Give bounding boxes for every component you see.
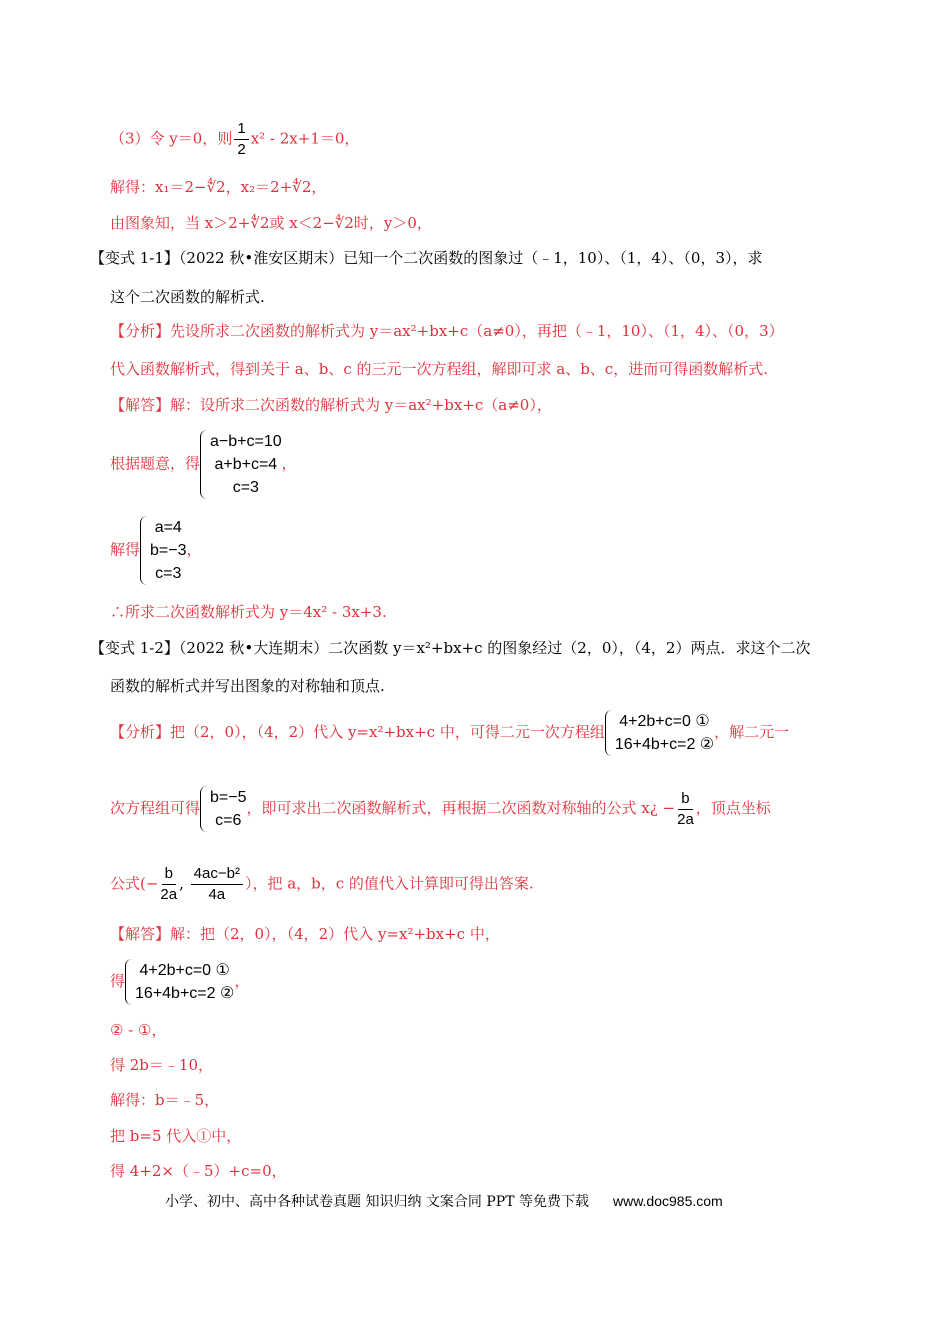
analysis-2-cont [110, 786, 771, 832]
analysis-2-vertex: 公式(− $\frac{b}{2a}$ , $\frac{\text{4ac−b²}}{4a}$ ），把 a，b，c 的值代入计算即可得出答案. [110, 865, 534, 903]
fraction-vertex-y [191, 864, 243, 905]
equation: c=6 [215, 812, 242, 829]
page-footer [165, 1191, 723, 1211]
variant-1-1-question: 【变式 1-1】（2022 秋•淮安区期末）已知一个二次函数的图象过（﹣1，10）、（1，4）、（0，3），求 [90, 249, 763, 267]
denominator: 2a [677, 810, 694, 828]
graph-conclusion: 由图象知，当 x＞2+∜2或 x＜2−∜2时，y＞0， [110, 214, 432, 232]
equation: c=3 [155, 565, 182, 582]
text: 【分析】把（2，0），（4，2）代入 y=x²+bx+c 中，可得二元一次方程组 [110, 723, 605, 741]
equation: 16+4b+c=2 ② [614, 736, 715, 753]
footer-url[interactable]: www.doc985.com [612, 1193, 723, 1209]
answer-2-system [110, 959, 249, 1005]
equation: b=−5 [210, 789, 247, 806]
text: ， [281, 454, 297, 473]
solution-system [140, 516, 186, 585]
solution-system-line [110, 516, 202, 585]
text: 根据题意，得 [110, 454, 201, 473]
equation-system [125, 959, 234, 1005]
analysis-1: 【分析】先设所求二次函数的解析式为 y＝ax²+bx+c（a≠0），再把（﹣1，10）、（1，4）、（0，3） [110, 322, 784, 340]
step-substitute: 把 b=5 代入①中， [110, 1127, 242, 1145]
text: ，解二元一 [714, 723, 790, 741]
variant-1-2-question-cont: 函数的解析式并写出图象的对称轴和顶点. [110, 677, 385, 695]
variant-1-1-question-cont: 这个二次函数的解析式. [110, 288, 265, 306]
equation: b=−3 [150, 542, 187, 559]
variant-1-2-question: 【变式 1-2】（2022 秋•大连期末）二次函数 y＝x²+bx+c 的图象经过（2，0），（4，2）两点．求这个二次 [90, 639, 811, 657]
equation-system [605, 710, 714, 756]
numerator: 1 [234, 119, 248, 140]
equation: c=3 [232, 479, 259, 496]
text: ， [186, 540, 202, 559]
text: ， [234, 972, 250, 990]
equation-system [200, 430, 282, 499]
fraction-b-over-2a [160, 864, 177, 905]
equation: 4+2b+c=0 ① [619, 713, 710, 730]
equation: 4+2b+c=0 ① [139, 962, 230, 979]
answer-2: 【解答】解：把（2，0），（4，2）代入 y=x²+bx+c 中， [110, 925, 500, 943]
text: 次方程组可得 [110, 799, 201, 817]
text: ，顶点坐标 [695, 799, 771, 817]
denominator: 2 [237, 141, 246, 158]
fraction-b-over-2a [677, 789, 694, 830]
fraction-half [234, 119, 248, 160]
text: x² - 2x+1＝0， [250, 129, 360, 148]
equation: a=4 [154, 519, 182, 536]
denominator: 4a [208, 886, 226, 903]
equation: a−b+c=10 [210, 433, 282, 450]
text: 得 [110, 972, 126, 990]
text: 解得 [110, 540, 141, 559]
equation-system-line [110, 430, 297, 499]
denominator: 2a [160, 886, 178, 903]
text: ），把 a，b，c 的值代入计算即可得出答案. [244, 874, 534, 893]
step-b: 解得：b＝﹣5， [110, 1091, 220, 1109]
text: ，即可求出二次函数解析式，再根据二次函数对称轴的公式 x¿ − [246, 799, 676, 817]
answer-1: 【解答】解：设所求二次函数的解析式为 y＝ax²+bx+c（a≠0）， [110, 396, 552, 414]
conclusion-1: ∴所求二次函数解析式为 y＝4x² - 3x+3. [110, 603, 387, 621]
equation: 16+4b+c=2 ② [135, 985, 235, 1002]
roots-line: 解得：x₁＝2−∜2，x₂＝2+∜2， [110, 178, 327, 196]
numerator: b [162, 864, 176, 885]
step3-line [110, 119, 359, 160]
text: （3）令 y＝0，则 [110, 129, 233, 148]
footer-text: 小学、初中、高中各种试卷真题 知识归纳 文案合同 PPT 等免费下载 [165, 1194, 589, 1210]
step-2b: 得 2b＝﹣10， [110, 1056, 214, 1074]
step-c: 得 4+2×（﹣5）+c=0， [110, 1162, 287, 1180]
numerator: 4ac−b² [191, 864, 243, 885]
analysis-2 [110, 710, 789, 756]
text: 公式(− [110, 874, 159, 893]
equation: a+b+c=4 [214, 456, 278, 473]
numerator: b [678, 789, 692, 810]
solution-system [200, 786, 246, 832]
step-subtract: ② - ①， [110, 1021, 167, 1039]
analysis-1-cont: 代入函数解析式，得到关于 a、b、c 的三元一次方程组，解即可求 a、b、c，进而可得函数解析式. [110, 360, 768, 378]
